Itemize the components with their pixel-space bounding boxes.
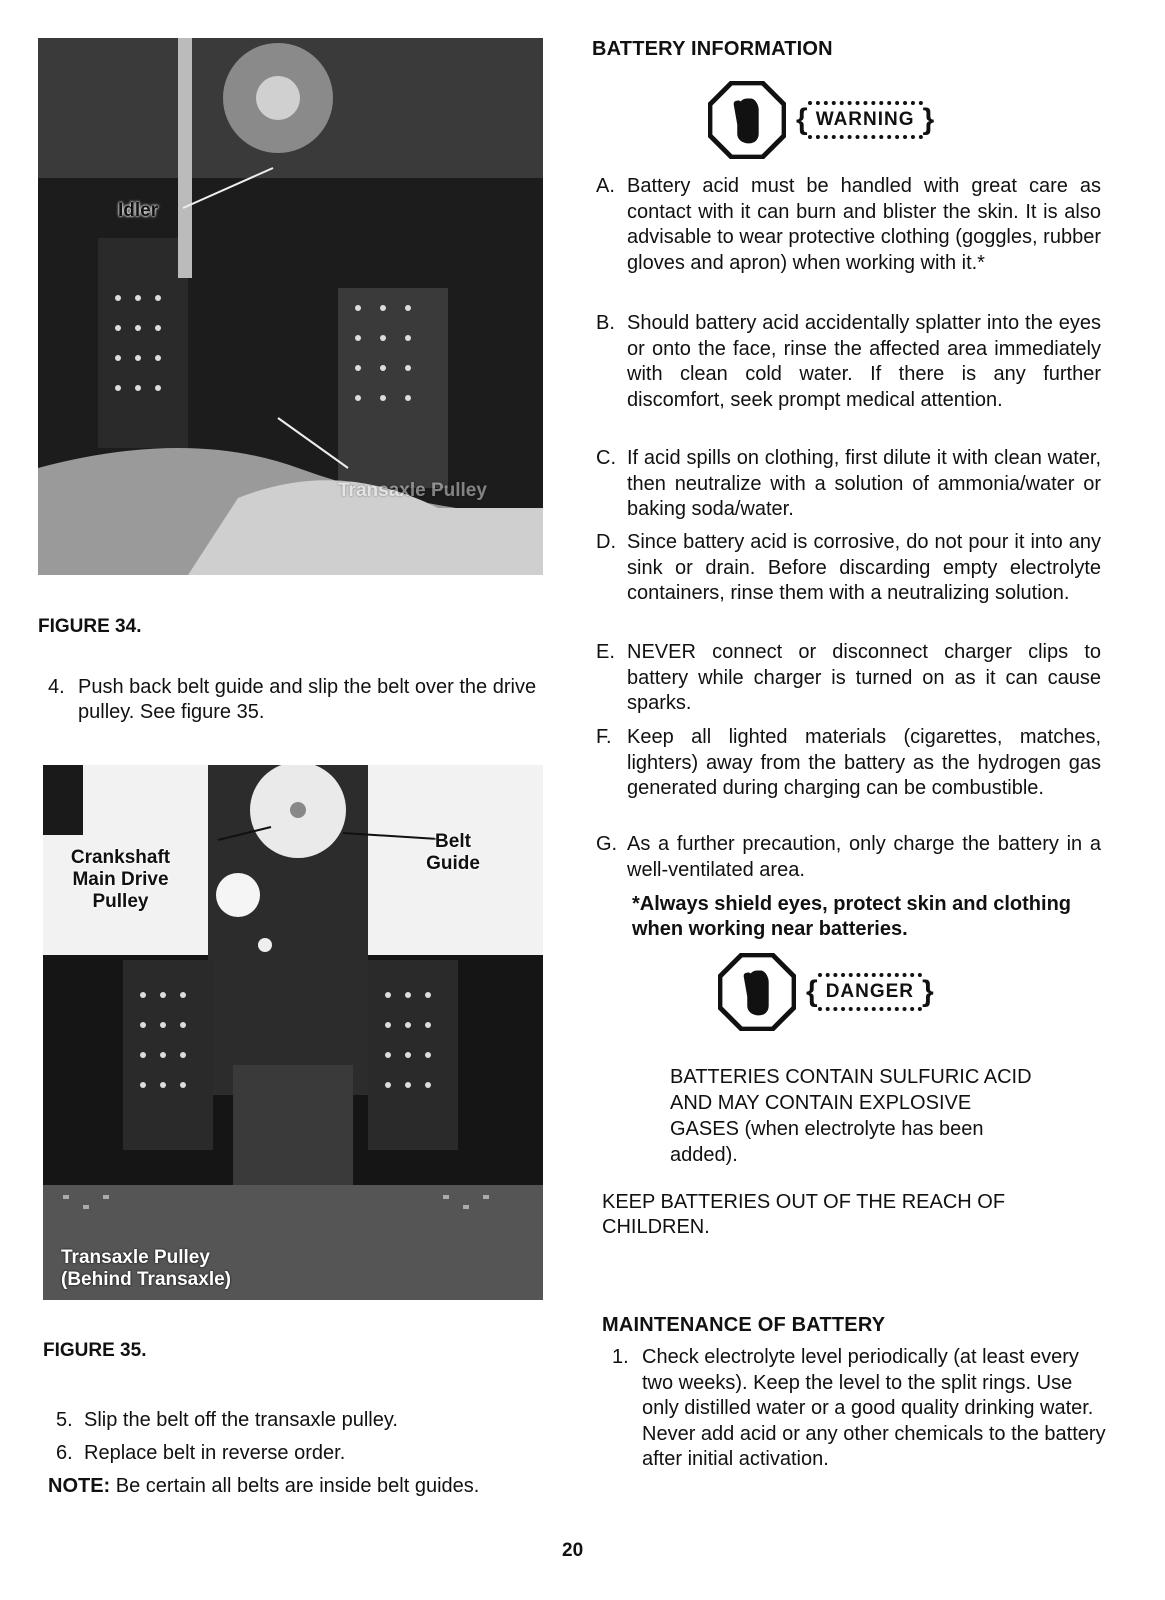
item-letter: D.	[596, 531, 616, 553]
step-4	[48, 675, 543, 725]
note	[48, 1474, 553, 1499]
item-text: Should battery acid accidentally splatter into the eyes or onto the face, rinse the affected area immediately with clean cold water. If there is any further discomfort, seek prompt medical attention.	[627, 312, 1101, 411]
step-4-number: 4.	[48, 676, 65, 698]
danger-word: DANGER	[818, 973, 922, 1011]
step-5-text: Slip the belt off the transaxle pulley.	[84, 1409, 398, 1431]
item-text: NEVER connect or disconnect charger clips to battery while charger is turned on as it can cause sparks.	[627, 641, 1101, 714]
danger-banner	[806, 973, 934, 1011]
item-text: If acid spills on clothing, first dilute it with clean water, then neutralize with a solution of ammonia/water or baking soda/water.	[627, 447, 1101, 520]
battery-item-g	[596, 832, 1101, 883]
shield-note: *Always shield eyes, protect skin and clothing when working near batteries.	[632, 893, 1072, 940]
maintenance-item-number: 1.	[612, 1346, 629, 1368]
warning-word: WARNING	[808, 101, 923, 139]
battery-information-heading: BATTERY INFORMATION	[592, 38, 833, 60]
maintenance-item-text: Check electrolyte level periodically (at least every two weeks). Keep the level to the split rings. Use only distilled water or a good quality drinking water. Never add acid or any other chemicals to the battery after initial activation.	[642, 1346, 1106, 1470]
step-5	[56, 1408, 546, 1433]
keep-out-text: KEEP BATTERIES OUT OF THE REACH OF CHILDREN.	[602, 1191, 1006, 1238]
item-letter: G.	[596, 833, 618, 855]
item-text: Keep all lighted materials (cigarettes, matches, lighters) away from the battery as the hydrogen gas generated during charging can be combustible.	[627, 726, 1101, 799]
belt-guide-label: Belt Guide	[426, 831, 480, 874]
maintenance-item-1	[612, 1345, 1107, 1473]
item-letter: A.	[596, 175, 615, 197]
item-text: As a further precaution, only charge the battery in a well-ventilated area.	[627, 833, 1101, 881]
warning-banner	[796, 101, 934, 139]
item-letter: C.	[596, 447, 616, 469]
banner-right-bracket: }	[922, 103, 935, 136]
idler-label: Idler	[118, 200, 159, 221]
step-6-number: 6.	[56, 1442, 73, 1464]
item-letter: F.	[596, 726, 612, 748]
hand-stop-icon	[708, 81, 786, 159]
item-text: Battery acid must be handled with great care as contact with it can burn and blister the skin. It is also advisable to wear protective clothing (goggles, rubber gloves and apron) when working with it.*	[627, 175, 1101, 274]
step-6	[56, 1441, 546, 1466]
warning-sign	[708, 80, 934, 160]
hand-stop-icon	[718, 953, 796, 1031]
step-5-number: 5.	[56, 1409, 73, 1431]
battery-item-c	[596, 446, 1101, 523]
item-letter: E.	[596, 641, 615, 663]
transaxle-pulley-label: Transaxle Pulley	[338, 480, 487, 501]
item-text: Since battery acid is corrosive, do not pour it into any sink or drain. Before discarding empty electrolyte containers, rinse them with a neutralizing solution.	[627, 531, 1101, 604]
battery-item-f	[596, 725, 1101, 802]
danger-sign	[718, 952, 934, 1032]
figure-35-photo	[43, 765, 543, 1300]
step-6-text: Replace belt in reverse order.	[84, 1442, 346, 1464]
figure-35-caption: FIGURE 35.	[43, 1340, 147, 1361]
banner-right-bracket: }	[922, 975, 934, 1008]
note-text: Be certain all belts are inside belt guides.	[115, 1475, 480, 1497]
transaxle-label: Transaxle Pulley (Behind Transaxle)	[61, 1247, 231, 1290]
banner-left-bracket: {	[806, 975, 818, 1008]
item-letter: B.	[596, 312, 615, 334]
figure-34-caption: FIGURE 34.	[38, 616, 142, 637]
battery-item-b	[596, 311, 1101, 413]
danger-text: BATTERIES CONTAIN SULFURIC ACID AND MAY CONTAIN EXPLOSIVE GASES (when electrolyte has been added).	[670, 1066, 1032, 1166]
page-number: 20	[562, 1540, 584, 1561]
figure-34-photo	[38, 38, 543, 575]
battery-item-a	[596, 174, 1101, 276]
maintenance-heading: MAINTENANCE OF BATTERY	[602, 1314, 886, 1336]
banner-left-bracket: {	[796, 103, 808, 136]
note-label: NOTE:	[48, 1475, 111, 1497]
battery-item-e	[596, 640, 1101, 717]
battery-item-d	[596, 530, 1101, 607]
crankshaft-label: Crankshaft Main Drive Pulley	[70, 847, 171, 912]
step-4-text: Push back belt guide and slip the belt over the drive pulley. See figure 35.	[78, 676, 537, 723]
